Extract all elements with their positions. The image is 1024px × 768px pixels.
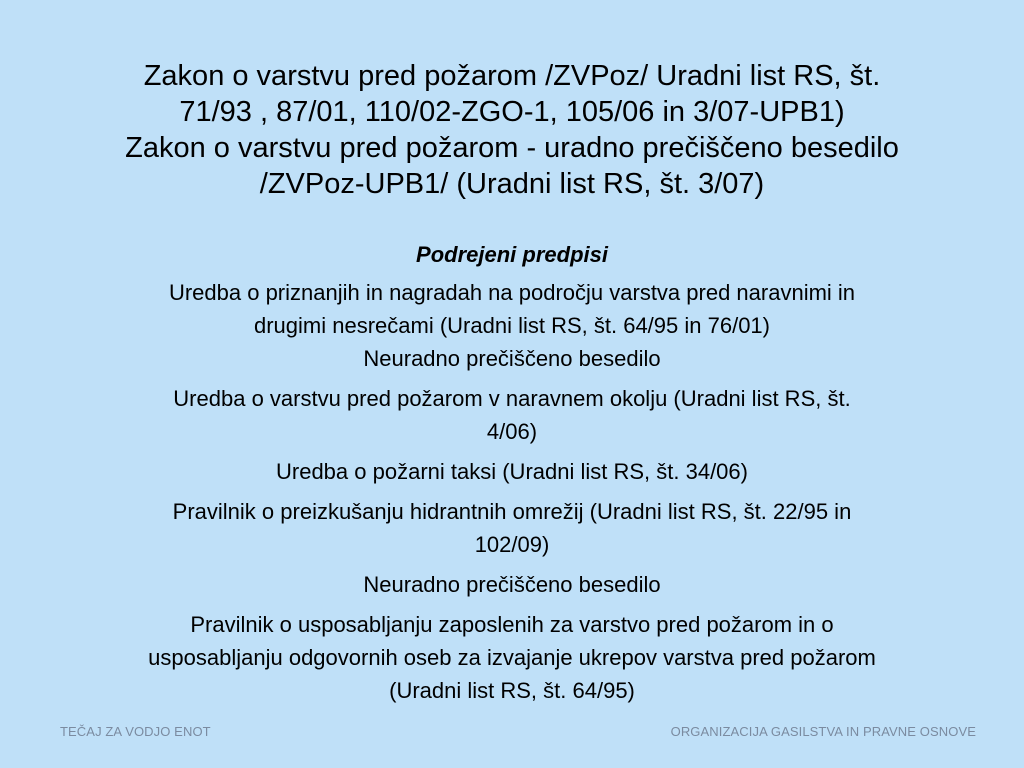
paragraph-pravilnik-hidranti — [70, 495, 954, 561]
paragraph-line: Pravilnik o preizkušanju hidrantnih omrežij (Uradni list RS, št. 22/95 in — [172, 499, 852, 524]
paragraph-line: Uredba o priznanjih in nagradah na področju varstva pred naravnimi in — [168, 280, 856, 305]
paragraph-line: Pravilnik o usposabljanju zaposlenih za varstvo pred požarom in o — [190, 612, 834, 637]
slide-content — [70, 238, 954, 714]
paragraph-line: Uredba o varstvu pred požarom v naravnem okolju (Uradni list RS, št. — [173, 386, 851, 411]
title-line: Zakon o varstvu pred požarom - uradno prečiščeno besedilo — [125, 132, 899, 164]
title-line: 71/93 , 87/01, 110/02-ZGO-1, 105/06 in 3/07-UPB1) — [179, 96, 845, 128]
paragraph-line: Neuradno prečiščeno besedilo — [363, 572, 661, 597]
paragraph-pravilnik-usposabljanje — [70, 608, 954, 707]
paragraph-line: usposabljanju odgovornih oseb za izvajanje ukrepov varstva pred požarom — [148, 645, 876, 670]
footer-left: TEČAJ ZA VODJO ENOT — [60, 724, 211, 739]
paragraph-line: (Uradni list RS, št. 64/95) — [389, 678, 635, 703]
subheading: Podrejeni predpisi — [416, 242, 608, 267]
footer-right: ORGANIZACIJA GASILSTVA IN PRAVNE OSNOVE — [670, 724, 976, 739]
paragraph-line: 102/09) — [474, 532, 550, 557]
paragraph-line: drugimi nesrečami (Uradni list RS, št. 64/95 in 76/01) — [254, 313, 770, 338]
paragraph-neuradno-besedilo — [70, 568, 954, 601]
paragraph-line: 4/06) — [486, 419, 538, 444]
slide-title — [60, 58, 964, 202]
paragraph-uredba-naravno-okolje — [70, 382, 954, 448]
paragraph-line: Neuradno prečiščeno besedilo — [363, 346, 661, 371]
paragraph-line: Uredba o požarni taksi (Uradni list RS, št. 34/06) — [276, 459, 748, 484]
title-line: Zakon o varstvu pred požarom /ZVPoz/ Uradni list RS, št. — [143, 60, 881, 92]
paragraph-uredba-pozarna-taksa — [70, 455, 954, 488]
paragraph-uredba-priznanja — [70, 276, 954, 375]
title-line: /ZVPoz-UPB1/ (Uradni list RS, št. 3/07) — [259, 168, 765, 200]
